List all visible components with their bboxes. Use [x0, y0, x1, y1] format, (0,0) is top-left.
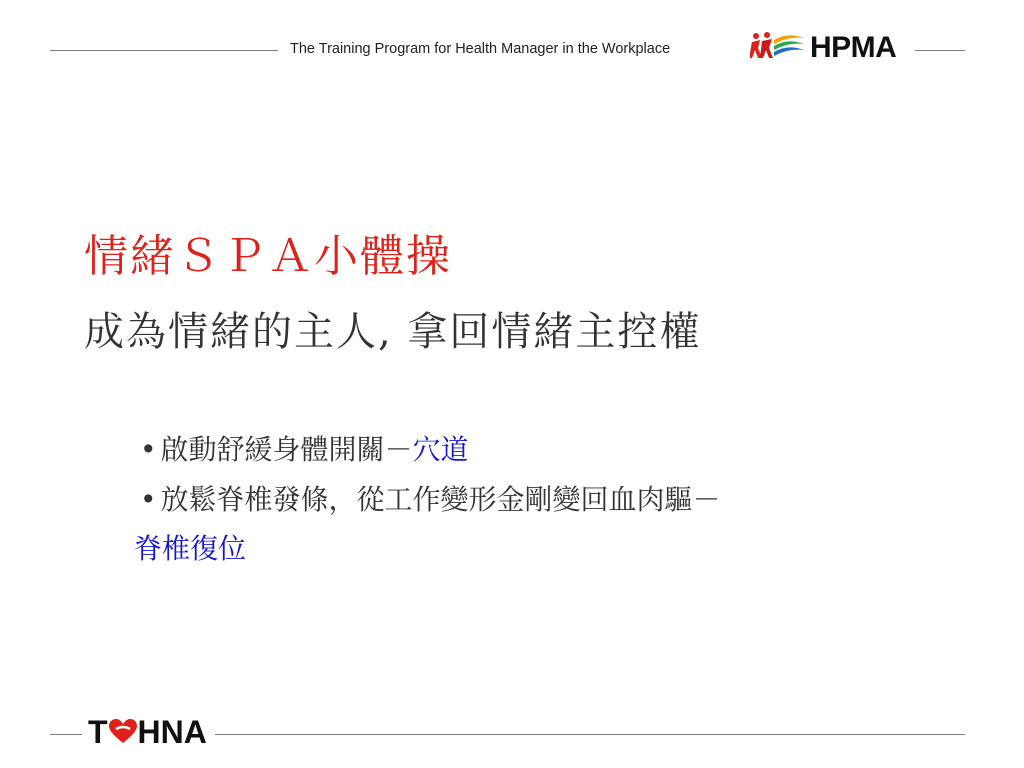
- hpma-mark-icon: [750, 30, 804, 66]
- header-rule-right: [915, 50, 965, 51]
- hpma-logo-text: HPMA: [810, 31, 897, 64]
- heart-icon: [109, 719, 137, 745]
- tohna-logo-suffix: HNA: [137, 714, 207, 750]
- header-rule-left: [50, 50, 278, 51]
- bullet-highlight: 穴道: [412, 433, 469, 466]
- footer-rule-left: [50, 734, 82, 735]
- slide-subtitle: 成為情緒的主人, 拿回情緒主控權: [84, 309, 702, 355]
- header-tagline: The Training Program for Health Manager in the Workplace: [290, 41, 671, 57]
- bullet-dot: •: [140, 433, 157, 466]
- bullet-list: [140, 425, 970, 525]
- tohna-logo: [88, 712, 207, 752]
- footer-rule-right: [215, 734, 965, 735]
- bullet-item-1: [140, 425, 970, 475]
- bullet-text: 放鬆脊椎發條，從工作變形金剛變回血肉驅－: [160, 483, 721, 516]
- bullet-highlight: 脊椎復位: [134, 532, 247, 565]
- bullet-dot: •: [140, 483, 157, 516]
- tohna-logo-prefix: T: [88, 714, 108, 750]
- slide-title: 情緒ＳＰＡ小體操: [84, 231, 452, 282]
- bullet-item-2: [140, 475, 970, 525]
- bullet-text: 啟動舒緩身體開關－: [160, 433, 413, 466]
- hpma-logo: [750, 30, 896, 66]
